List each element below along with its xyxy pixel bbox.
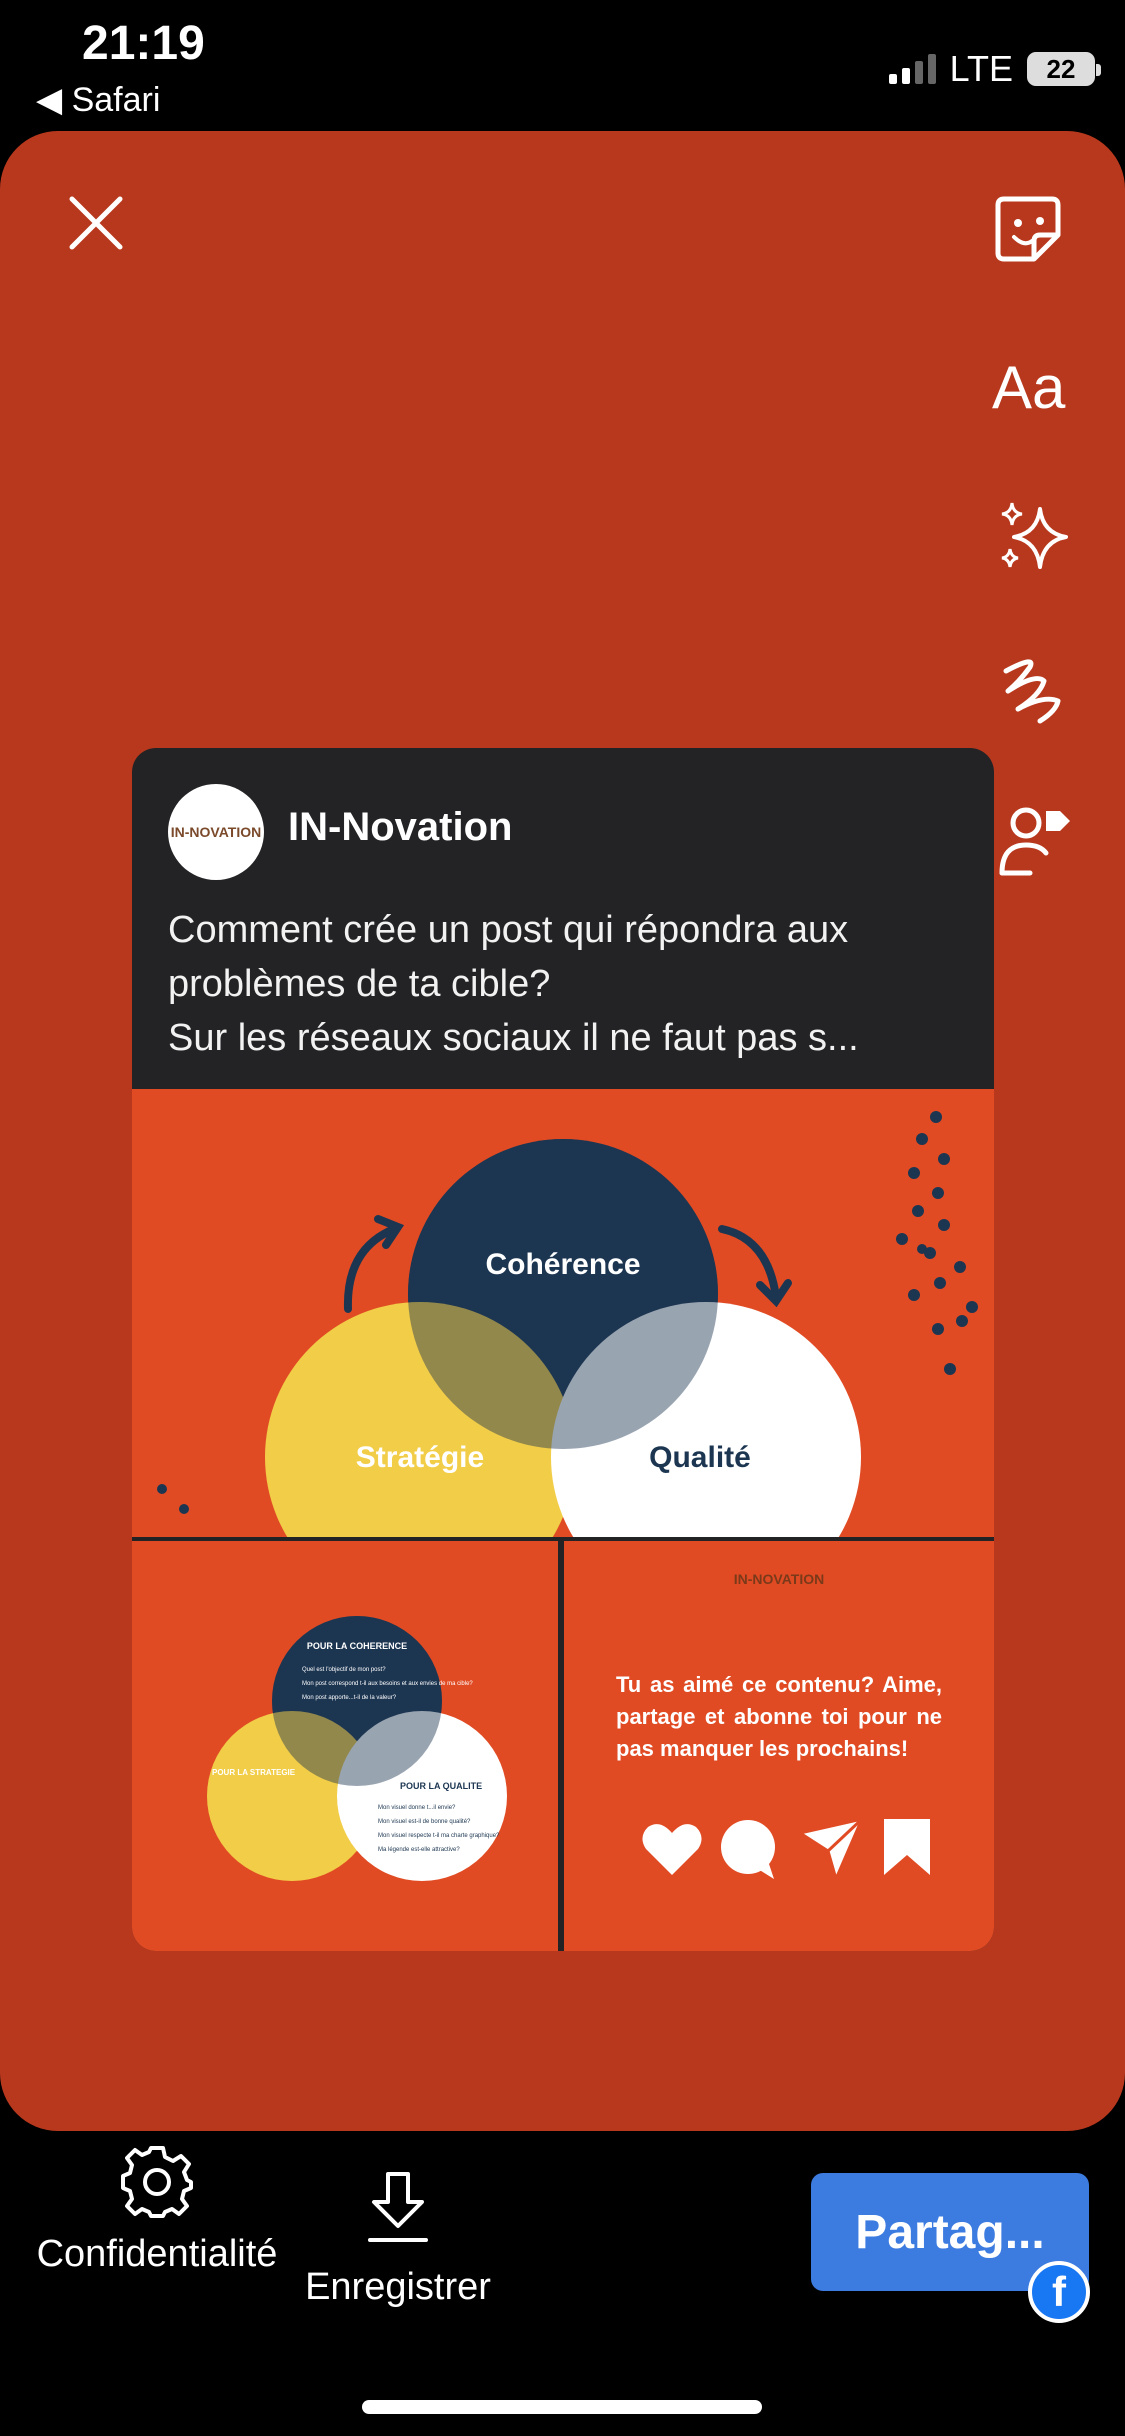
small-venn-item: Ma légende est-elle attractive?	[378, 1847, 460, 1853]
story-canvas	[0, 131, 1125, 2131]
share-icon	[800, 1819, 862, 1879]
post-header	[132, 748, 994, 1089]
status-indicators	[889, 48, 1095, 90]
home-indicator[interactable]	[362, 2400, 762, 2414]
gear-icon	[119, 2144, 195, 2220]
post-text-line: problèmes de ta cible?	[168, 963, 551, 1005]
cta-logo: IN-NOVATION	[733, 1571, 825, 1587]
bookmark-icon	[884, 1819, 930, 1875]
network-label: LTE	[949, 48, 1013, 89]
post-image-cta[interactable]	[564, 1541, 994, 1951]
sticker-icon[interactable]	[990, 191, 1066, 267]
heart-icon	[642, 1824, 701, 1875]
signal-icon	[889, 54, 936, 84]
download-icon	[366, 2170, 430, 2246]
small-venn-heading: POUR LA QUALITE	[400, 1781, 483, 1791]
post-text-line: Sur les réseaux sociaux il ne faut pas s...	[168, 1017, 859, 1059]
battery-level: 22	[1046, 53, 1076, 84]
post-image-venn[interactable]	[132, 1089, 994, 1537]
venn-label-qualite: Qualité	[649, 1441, 751, 1474]
cta-text: Tu as aimé ce contenu? Aime, partage et abonne toi pour ne pas manquer les prochains!	[616, 1672, 942, 1761]
back-to-safari-link[interactable]: ◀ Safari	[36, 81, 161, 119]
shared-post-card[interactable]	[132, 748, 994, 1951]
small-venn-item: Mon post apporte...t-il de la valeur?	[302, 1695, 397, 1701]
status-time: 21:19	[82, 17, 205, 70]
page-avatar[interactable]	[168, 784, 264, 880]
facebook-icon: f	[1028, 2261, 1090, 2323]
effects-icon[interactable]	[996, 501, 1072, 577]
close-icon[interactable]	[66, 193, 126, 253]
small-venn-item: Quel est l'objectif de mon post?	[302, 1667, 386, 1673]
tag-people-icon[interactable]	[996, 801, 1076, 881]
comment-icon	[721, 1820, 775, 1879]
small-venn-item: Mon visuel est-il de bonne qualité?	[378, 1819, 471, 1825]
post-text-line: Comment crée un post qui répondra aux	[168, 909, 849, 951]
battery-icon	[1027, 52, 1095, 86]
venn-label-coherence: Cohérence	[485, 1248, 641, 1281]
share-button[interactable]: Partag...	[811, 2173, 1089, 2291]
venn-diagram	[132, 1089, 994, 1537]
post-text	[168, 903, 968, 1065]
arrow-right-icon	[722, 1229, 776, 1297]
text-tool-button[interactable]: Aa	[992, 354, 1066, 421]
save-label: Enregistrer	[305, 2266, 491, 2308]
avatar-logo-text: IN-NOVATION	[170, 824, 262, 840]
small-venn-item: Mon visuel donne t...il envie?	[378, 1805, 456, 1811]
cta-icons	[640, 1817, 930, 1881]
venn-label-strategie: Stratégie	[355, 1441, 485, 1474]
small-venn-heading: POUR LA COHERENCE	[306, 1641, 408, 1651]
draw-icon[interactable]	[996, 651, 1072, 727]
small-venn-item: Mon visuel respecte t-il ma charte graphique?	[378, 1833, 500, 1839]
post-image-venn-details[interactable]	[132, 1541, 558, 1951]
small-venn-heading: POUR LA STRATEGIE	[212, 1768, 296, 1777]
save-button[interactable]	[290, 2170, 506, 2309]
privacy-label: Confidentialité	[36, 2233, 278, 2275]
privacy-button[interactable]	[24, 2144, 290, 2278]
small-venn-item: Mon post correspond t-il aux besoins et aux envies de ma cible?	[302, 1681, 473, 1687]
small-venn-diagram	[132, 1541, 558, 1951]
page-name[interactable]: IN-Novation	[288, 805, 513, 849]
